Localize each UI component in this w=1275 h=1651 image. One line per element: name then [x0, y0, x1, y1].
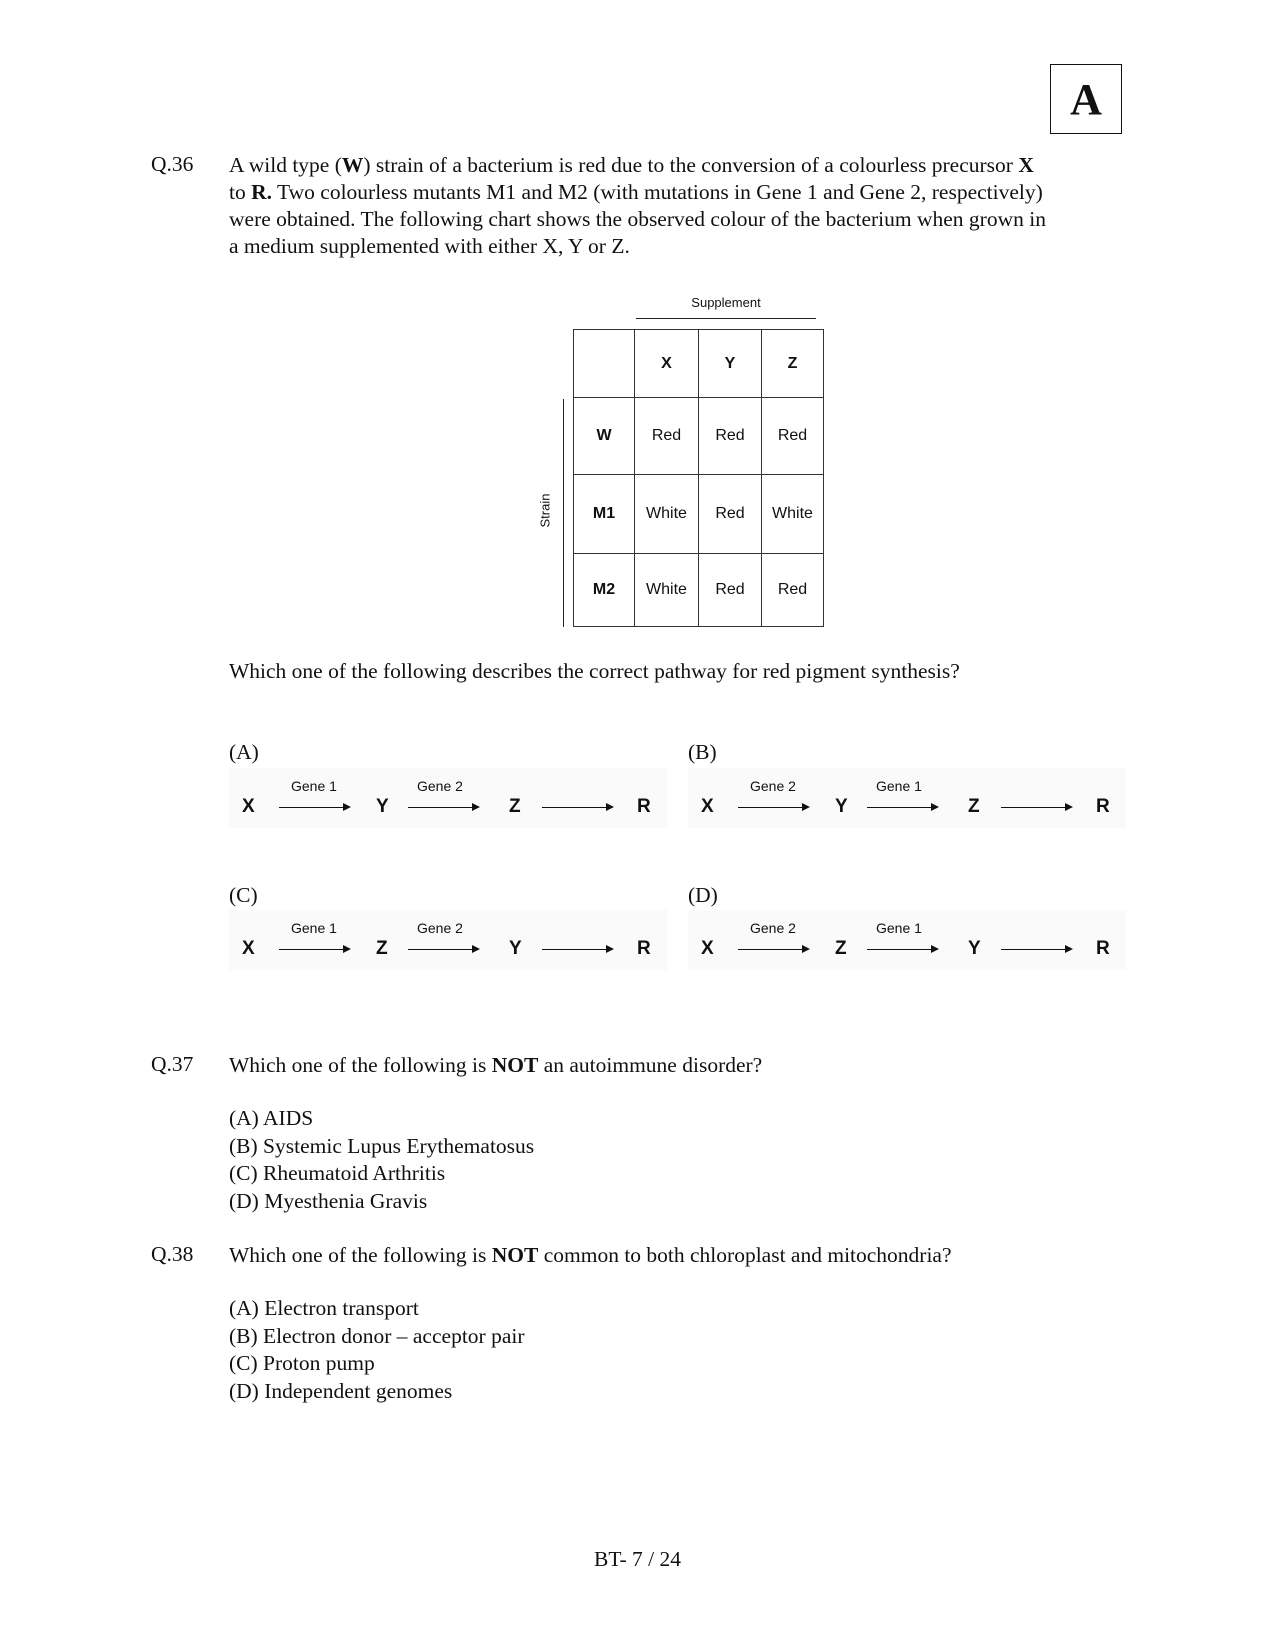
pathway-arrow	[1001, 807, 1071, 808]
pathway-gene: Gene 1	[876, 920, 922, 936]
row-header: M2	[574, 554, 635, 627]
pathway-node: Y	[376, 796, 389, 817]
pathway-gene: Gene 1	[291, 778, 337, 794]
table-row	[574, 475, 824, 554]
pathway-gene: Gene 2	[750, 778, 796, 794]
option-a-label[interactable]: (A)	[229, 740, 259, 764]
answer-option[interactable]: (C) Proton pump	[229, 1351, 375, 1375]
pathway-gene: Gene 2	[750, 920, 796, 936]
stem-line-3: were obtained. The following chart shows the observed colour of the bacterium when grown in	[229, 207, 1046, 231]
pathway-option-b[interactable]	[688, 768, 1126, 828]
pathway-node: Z	[968, 796, 980, 817]
pathway-option-a[interactable]	[229, 768, 667, 828]
table-cell: Red	[699, 398, 762, 475]
table-row	[574, 554, 824, 627]
pathway-option-d[interactable]	[688, 910, 1126, 970]
table-cell: White	[635, 554, 699, 627]
answer-option[interactable]: (D) Independent genomes	[229, 1378, 453, 1403]
pathway-node: R	[637, 796, 651, 817]
colour-table	[573, 329, 824, 627]
table-cell: Red	[762, 554, 824, 627]
pathway-node: Z	[835, 938, 847, 959]
pathway-node: Y	[509, 938, 522, 959]
row-header: M1	[574, 475, 635, 554]
table-cell: Red	[635, 398, 699, 475]
pathway-arrow	[738, 807, 808, 808]
pathway-arrow	[279, 949, 349, 950]
pathway-option-c[interactable]	[229, 910, 667, 970]
pathway-gene: Gene 1	[876, 778, 922, 794]
set-label: A	[1070, 74, 1102, 124]
question-37-options	[229, 1105, 1129, 1215]
row-header: W	[574, 398, 635, 475]
supplement-label: Supplement	[691, 295, 761, 310]
column-header: Y	[699, 330, 762, 398]
option-c-label[interactable]: (C)	[229, 883, 258, 907]
pathway-node: X	[701, 938, 714, 959]
pathway-arrow	[1001, 949, 1071, 950]
table-cell: Red	[699, 475, 762, 554]
supplement-line	[636, 318, 816, 319]
pathway-gene: Gene 2	[417, 778, 463, 794]
pathway-node: Y	[968, 938, 981, 959]
pathway-node: X	[242, 938, 255, 959]
column-header: X	[635, 330, 699, 398]
answer-option[interactable]: (C) Rheumatoid Arthritis	[229, 1161, 446, 1185]
question-36-stem	[229, 152, 1129, 260]
pathway-node: R	[637, 938, 651, 959]
pathway-node: R	[1096, 938, 1110, 959]
stem-line-1: A wild type (W) strain of a bacterium is red due to the conversion of a colourless precursor X	[229, 153, 1034, 177]
pathway-node: X	[701, 796, 714, 817]
pathway-node: X	[242, 796, 255, 817]
answer-option[interactable]: (D) Myesthenia Gravis	[229, 1188, 428, 1213]
option-b-label[interactable]: (B)	[688, 740, 717, 764]
answer-option[interactable]: (B) Electron donor – acceptor pair	[229, 1323, 525, 1348]
pathway-arrow	[738, 949, 808, 950]
answer-option[interactable]: (B) Systemic Lupus Erythematosus	[229, 1133, 535, 1158]
pathway-node: R	[1096, 796, 1110, 817]
answer-option[interactable]: (A) Electron transport	[229, 1296, 419, 1320]
pathway-gene: Gene 1	[291, 920, 337, 936]
stem-line-2: to R. Two colourless mutants M1 and M2 (with mutations in Gene 1 and Gene 2, respectively)	[229, 180, 1043, 204]
question-38-stem: Which one of the following is NOT common to both chloroplast and mitochondria?	[229, 1243, 952, 1267]
pathway-arrow	[408, 949, 478, 950]
option-d-label[interactable]: (D)	[688, 883, 718, 907]
corner-cell	[574, 330, 635, 398]
stem-line-4: a medium supplemented with either X, Y or Z.	[229, 234, 630, 258]
pathway-arrow	[867, 807, 937, 808]
strain-line	[563, 399, 564, 627]
table-cell: White	[762, 475, 824, 554]
pathway-arrow	[867, 949, 937, 950]
set-label-box	[1050, 64, 1122, 134]
pathway-arrow	[542, 949, 612, 950]
question-number-38: Q.38	[151, 1242, 194, 1266]
pathway-arrow	[408, 807, 478, 808]
table-cell: Red	[699, 554, 762, 627]
question-number-36: Q.36	[151, 152, 194, 176]
strain-label: Strain	[537, 493, 553, 528]
question-37-stem: Which one of the following is NOT an autoimmune disorder?	[229, 1053, 763, 1077]
pathway-node: Y	[835, 796, 848, 817]
question-number-37: Q.37	[151, 1052, 194, 1076]
pathway-arrow	[542, 807, 612, 808]
table-cell: Red	[762, 398, 824, 475]
pathway-node: Z	[509, 796, 521, 817]
column-header: Z	[762, 330, 824, 398]
table-cell: White	[635, 475, 699, 554]
pathway-gene: Gene 2	[417, 920, 463, 936]
answer-option[interactable]: (A) AIDS	[229, 1106, 314, 1130]
table-row	[574, 398, 824, 475]
pathway-node: Z	[376, 938, 388, 959]
question-38-options	[229, 1295, 1129, 1405]
question-36-prompt: Which one of the following describes the correct pathway for red pigment synthesis?	[229, 659, 960, 683]
page-footer: BT- 7 / 24	[593, 1547, 681, 1571]
pathway-arrow	[279, 807, 349, 808]
